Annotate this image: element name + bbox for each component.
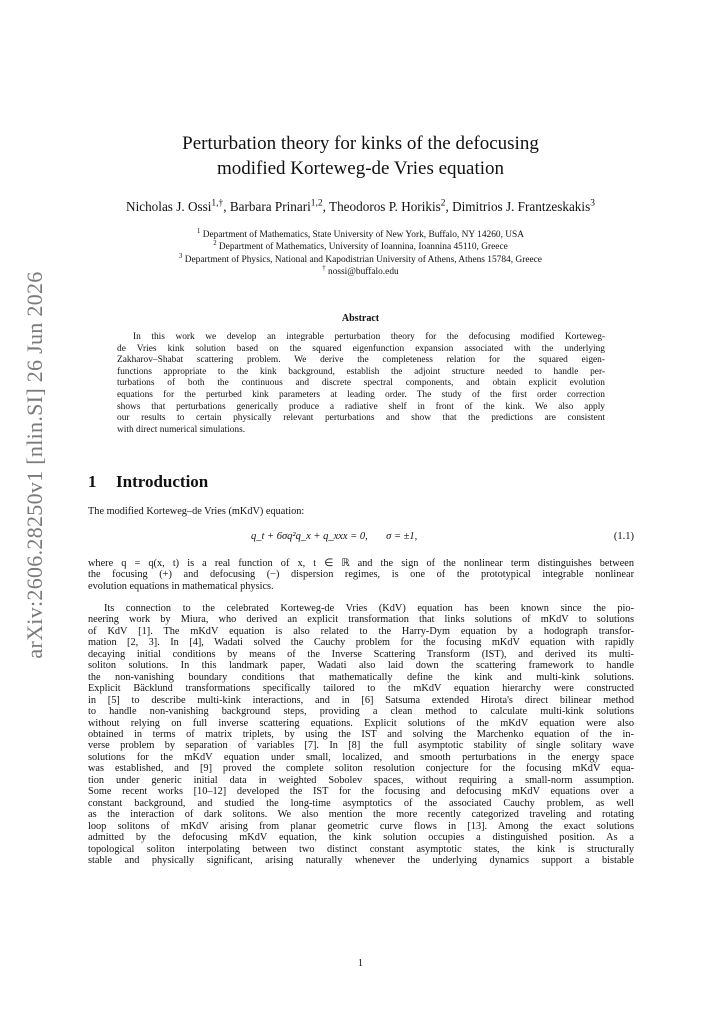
intro-sentence: The modified Korteweg–de Vries (mKdV) equation: — [88, 506, 305, 517]
paragraph-line: mation [2, 3]. In [4], Wadati solved the Cauchy problem for the focusing mKdV equation with rapidly — [88, 637, 634, 649]
author-affiliation-mark: 1,† — [211, 198, 224, 209]
equation-number: (1.1) — [613, 531, 634, 542]
title-line-1: Perturbation theory for kinks of the defocusing — [182, 133, 539, 154]
author-name: Nicholas J. Ossi — [126, 199, 212, 214]
paragraph-line: Explicit Bäcklund transformations specifically tailored to the mKdV equation hierarchy were constructed — [88, 683, 634, 695]
section-number: 1 — [88, 472, 97, 491]
abstract-line: with direct numerical simulations. — [117, 424, 246, 435]
paragraph-line: tion under generic initial data in weighted Sobolev spaces, without requiring a small-norm assumption. — [88, 774, 634, 786]
paragraph-line: solutions for the mKdV equation under small, localized, and smooth perturbations in the energy space — [88, 751, 634, 763]
author-name: Barbara Prinari — [229, 199, 311, 214]
author-affiliation-mark: 2 — [440, 198, 446, 209]
equation-expression: q_t + 6σq²q_x + q_xxx = 0, σ = ±1, — [251, 531, 418, 542]
page-number: 1 — [357, 958, 364, 969]
author-affiliation-mark: 1,2 — [310, 198, 323, 209]
paragraph-line: of KdV [1]. The mKdV equation is also related to the Harry-Dym equation by a hodograph transfor- — [88, 625, 634, 637]
paragraph-line: obtained in terms of matrix triplets, by using the IST and solving the Marchenko equation of the in- — [88, 728, 634, 740]
paragraph-line: constant background, and studied the long-time asymptotics of the associated Cauchy problem, as well — [88, 797, 634, 809]
abstract-line: Zakharov–Shabat scattering problem. We derive the completeness relation for the squared eigen- — [117, 355, 605, 366]
paragraph-line: as the interaction of dark solitons. We also mention the more recently categorized traveling and rotating — [88, 809, 634, 821]
abstract-line: de Vries kink solution based on the squared eigenfunction expansion associated with the underlying — [117, 343, 605, 354]
paragraph-line: where q = q(x, t) is a real function of x, t ∈ ℝ and the sign of the nonlinear term distinguishes between — [88, 558, 634, 569]
paragraph-line: Some recent works [10–12] developed the IST for the focusing and defocusing mKdV equations over a — [88, 786, 634, 798]
abstract-heading: Abstract — [341, 313, 380, 324]
arxiv-identifier: arXiv:2606.28250v1 [nlin.SI] 26 Jun 2026 — [22, 271, 47, 659]
paragraph-line: the non-vanishing boundary conditions that mathematically define the kink and multi-kink solutions. — [88, 671, 634, 683]
paragraph-line: decaying initial conditions by means of the Inverse Scattering Transform (IST), and derived its multi- — [88, 648, 634, 660]
equation-1-1 — [88, 531, 634, 545]
abstract-line: equations for the perturbed kink parameters at leading order. The study of the first order correction — [117, 389, 605, 400]
title-line-2: modified Korteweg-de Vries equation — [216, 158, 505, 179]
paragraph-line: was established, and [9] proved the complete soliton resolution conjecture for the focusing mKdV equa- — [88, 763, 634, 775]
abstract-body — [117, 332, 605, 436]
abstract-line: functions appropriate to the kink background, establish the adjoint structure needed to handle per- — [117, 366, 605, 377]
author-list: Nicholas J. Ossi$^{1,\dagger}$, Barbara Prinari$^{1,2}$, Theodoros P. Horikis$^2$, Dimitrios J. Frantzeskakis$^3$ — [126, 198, 595, 214]
paragraph-line: stable and physically significant, arising naturally whenever the underlying dynamics support a bistable — [88, 854, 634, 866]
paragraph-line: evolution equations in mathematical physics. — [88, 580, 274, 592]
paragraph-line: neering work by Miura, who derived an explicit transformation that links solutions of mKdV to solutions — [88, 614, 634, 626]
affiliation-list — [0, 229, 721, 279]
paragraph-line: in [5] to describe multi-kink interactions, and in [6] Satsuma extended Hirota's direct bilinear method — [88, 694, 634, 706]
affiliation: $^3$ Department of Physics, National and Kapodistrian University of Athens, Athens 15784, Greece — [179, 252, 542, 265]
paragraph-line: verse problem by separation of variables [7]. In [8] the full asymptotic stability of single solitary wave — [88, 740, 634, 752]
abstract-line: our results to certain physically relevant perturbations and show that the predictions are consistent — [117, 413, 605, 424]
section-heading — [88, 472, 208, 492]
paper-title — [0, 131, 721, 181]
corresponding-email: † nossi@buffalo.edu — [322, 265, 399, 278]
paragraph-line: without relying on full inverse scattering equations. Explicit solutions of the mKdV equation were also — [88, 717, 634, 729]
paragraph-line: Its connection to the celebrated Korteweg-de Vries (KdV) equation has been known since the pio- — [104, 603, 634, 614]
abstract-line: turbations of both the continuous and discrete spectral components, and obtain explicit evolution — [117, 378, 605, 389]
paragraph-line: loop solitons of mKdV arising from planar geometric curve flows in [13]. Among the exact solutions — [88, 820, 634, 832]
paragraph-2 — [88, 603, 634, 866]
paragraph-1 — [88, 558, 634, 592]
arxiv-identifier-sidebar — [18, 271, 52, 659]
paragraph-line: the focusing (+) and defocusing (−) dispersion regimes, is one of the prototypical integrable nonlinear — [88, 569, 634, 581]
abstract-line: In this work we develop an integrable perturbation theory for the defocusing modified Korteweg- — [133, 332, 605, 342]
author-name: Dimitrios J. Frantzeskakis — [452, 199, 591, 214]
paragraph-line: to handle non-vanishing background steps, providing a clean method to calculate multi-kink solutions — [88, 706, 634, 718]
paragraph-line: topological soliton interpolating between two distinct constant asymptotic states, the kink is structurally — [88, 843, 634, 855]
abstract-line: shows that perturbations generically produce a radiative shelf in front of the kink. We also apply — [117, 401, 605, 412]
paragraph-line: soliton solutions. In this landmark paper, Wadati also laid down the scattering framework to handle — [88, 660, 634, 672]
paragraph-line: admitted by the defocusing mKdV equation, the kink solution occupies a distinguished position. As a — [88, 832, 634, 844]
intro-sentence-block — [88, 506, 634, 517]
section-title: Introduction — [116, 472, 209, 491]
affiliation: $^1$ Department of Mathematics, State University of New York, Buffalo, NY 14260, USA — [196, 227, 525, 240]
author-name: Theodoros P. Horikis — [329, 199, 441, 214]
affiliation: $^2$ Department of Mathematics, University of Ioannina, Ioannina 45110, Greece — [213, 240, 508, 253]
author-affiliation-mark: 3 — [590, 198, 595, 209]
